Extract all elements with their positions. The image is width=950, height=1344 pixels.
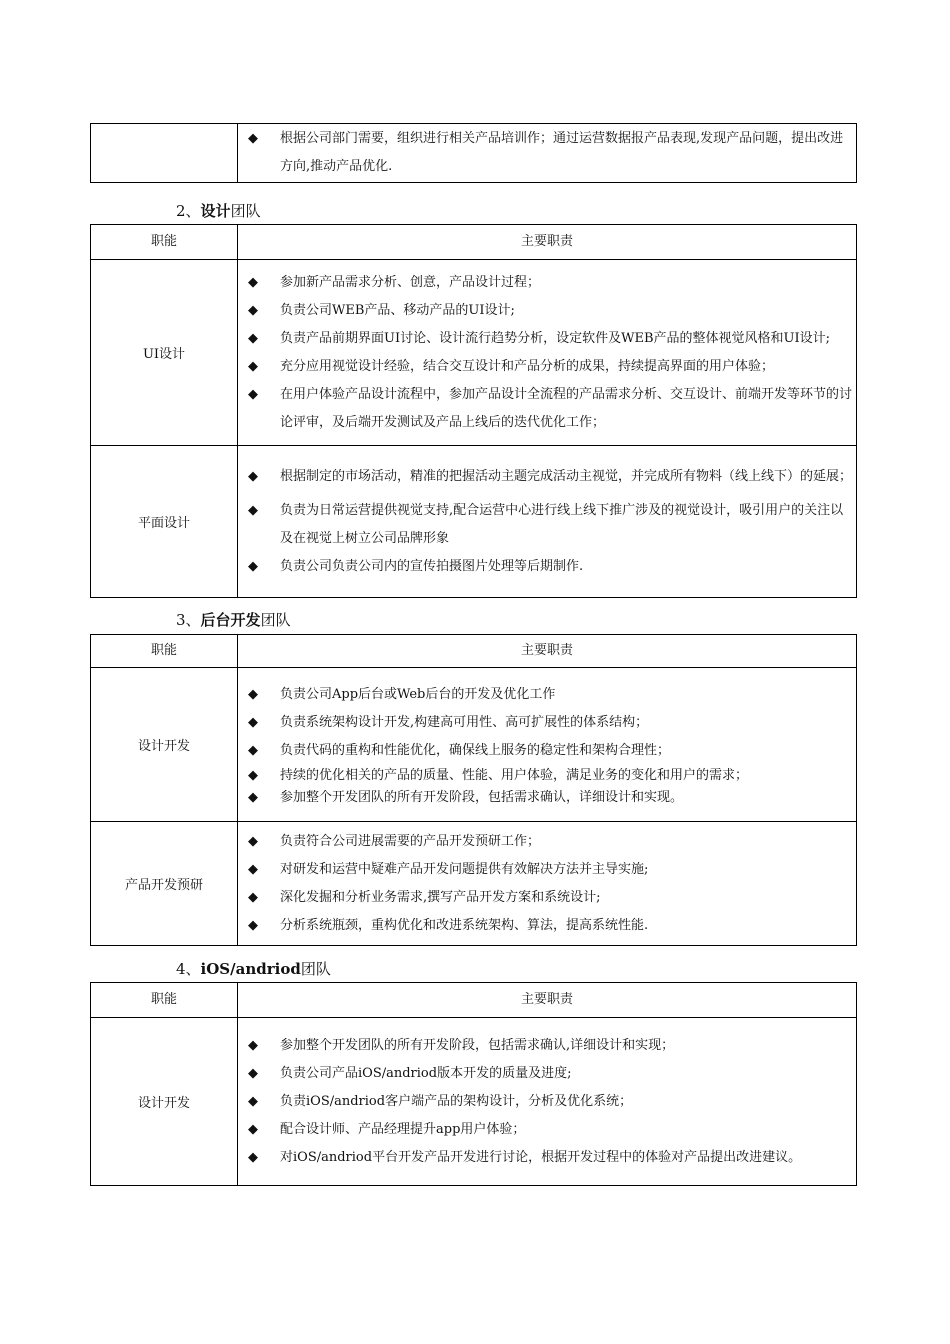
list-item: ◆ 根据制定的市场活动，精准的把握活动主题完成活动主视觉，并完成所有物料（线上线下）的延展； [238,463,856,491]
diamond-bullet-icon: ◆ [248,502,258,518]
list-item: ◆ 负责公司产品iOS/andriod版本开发的质量及进度; [238,1060,856,1088]
header-duties: 主要职责 [238,635,857,668]
list-item: ◆ 参加整个开发团队的所有开发阶段，包括需求确认,详细设计和实现； [238,1032,856,1060]
section-title-backend: 3、后台开发团队 [176,611,291,629]
list-item: ◆ 负责公司负责公司内的宣传拍摄图片处理等后期制作. [238,553,856,581]
role-cell [91,124,238,183]
list-item: ◆ 参加新产品需求分析、创意，产品设计过程； [238,269,856,297]
role-cell: 平面设计 [91,446,238,598]
diamond-bullet-icon: ◆ [248,1065,258,1081]
list-item: ◆ 负责为日常运营提供视觉支持,配合运营中心进行线上线下推广涉及的视觉设计，吸引用户的关注以及在视觉上树立公司品牌形象 [238,497,856,553]
duties-cell [238,124,857,183]
list-item: ◆ 充分应用视觉设计经验，结合交互设计和产品分析的成果，持续提高界面的用户体验； [238,353,856,381]
duties-cell [238,260,857,446]
table-header-row [91,983,857,1018]
diamond-bullet-icon: ◆ [248,1093,258,1109]
list-item: ◆ 负责公司App后台或Web后台的开发及优化工作 [238,681,856,709]
header-duties: 主要职责 [238,225,857,260]
diamond-bullet-icon: ◆ [248,1149,258,1165]
diamond-bullet-icon: ◆ [248,767,258,783]
list-item: ◆ 深化发掘和分析业务需求,撰写产品开发方案和系统设计; [238,884,856,912]
list-item: ◆ 负责系统架构设计开发,构建高可用性、高可扩展性的体系结构； [238,709,856,737]
diamond-bullet-icon: ◆ [248,714,258,730]
list-item: ◆ 分析系统瓶颈，重构优化和改进系统架构、算法，提高系统性能. [238,912,856,940]
table-row [91,260,857,446]
table-row [91,124,857,183]
ios-android-team-table [90,982,857,1186]
diamond-bullet-icon: ◆ [248,917,258,933]
continued-table [90,123,857,183]
duties-cell [238,1018,857,1186]
diamond-bullet-icon: ◆ [248,686,258,702]
list-item: ◆ 负责产品前期界面UI讨论、设计流行趋势分析，设定软件及WEB产品的整体视觉风格和UI设计; [238,325,856,353]
table-row [91,1018,857,1186]
list-item: ◆ 在用户体验产品设计流程中，参加产品设计全流程的产品需求分析、交互设计、前端开发等环节的讨论评审，及后端开发测试及产品上线后的迭代优化工作； [238,381,856,437]
section-title-ios-android: 4、iOS/andriod团队 [176,960,331,978]
table-row [91,446,857,598]
role-cell: 设计开发 [91,668,238,822]
header-role: 职能 [91,635,238,668]
list-item: ◆ 持续的优化相关的产品的质量、性能、用户体验，满足业务的变化和用户的需求； [238,765,856,787]
list-item: ◆ 参加整个开发团队的所有开发阶段，包括需求确认，详细设计和实现。 [238,787,856,809]
section-title-design: 2、设计团队 [176,202,261,220]
duties-cell [238,822,857,946]
list-item: ◆ 根据公司部门需要，组织进行相关产品培训作；通过运营数据报产品表现,发现产品问题，提出改进方向,推动产品优化. [238,125,856,181]
design-team-table [90,224,857,598]
diamond-bullet-icon: ◆ [248,274,258,290]
role-cell: 产品开发预研 [91,822,238,946]
diamond-bullet-icon: ◆ [248,468,258,484]
duties-cell [238,446,857,598]
table-row [91,822,857,946]
diamond-bullet-icon: ◆ [248,302,258,318]
list-item: ◆ 对研发和运营中疑难产品开发问题提供有效解决方法并主导实施; [238,856,856,884]
diamond-bullet-icon: ◆ [248,742,258,758]
diamond-bullet-icon: ◆ [248,889,258,905]
diamond-bullet-icon: ◆ [248,558,258,574]
table-header-row [91,635,857,668]
diamond-bullet-icon: ◆ [248,1121,258,1137]
role-cell: UI设计 [91,260,238,446]
list-item: ◆ 负责公司WEB产品、移动产品的UI设计; [238,297,856,325]
duties-cell [238,668,857,822]
header-role: 职能 [91,225,238,260]
role-cell: 设计开发 [91,1018,238,1186]
diamond-bullet-icon: ◆ [248,358,258,374]
list-item: ◆ 负责iOS/andriod客户端产品的架构设计，分析及优化系统； [238,1088,856,1116]
diamond-bullet-icon: ◆ [248,330,258,346]
list-item: ◆ 负责符合公司进展需要的产品开发预研工作； [238,828,856,856]
header-role: 职能 [91,983,238,1018]
diamond-bullet-icon: ◆ [248,861,258,877]
diamond-bullet-icon: ◆ [248,789,258,805]
diamond-bullet-icon: ◆ [248,386,258,402]
list-item: ◆ 配合设计师、产品经理提升app用户体验； [238,1116,856,1144]
diamond-bullet-icon: ◆ [248,1037,258,1053]
backend-team-table [90,634,857,946]
list-item: ◆ 对iOS/andriod平台开发产品开发进行讨论，根据开发过程中的体验对产品提出改进建议。 [238,1144,856,1172]
table-header-row [91,225,857,260]
list-item: ◆ 负责代码的重构和性能优化，确保线上服务的稳定性和架构合理性； [238,737,856,765]
diamond-bullet-icon: ◆ [248,131,258,146]
table-row [91,668,857,822]
header-duties: 主要职责 [238,983,857,1018]
diamond-bullet-icon: ◆ [248,833,258,849]
